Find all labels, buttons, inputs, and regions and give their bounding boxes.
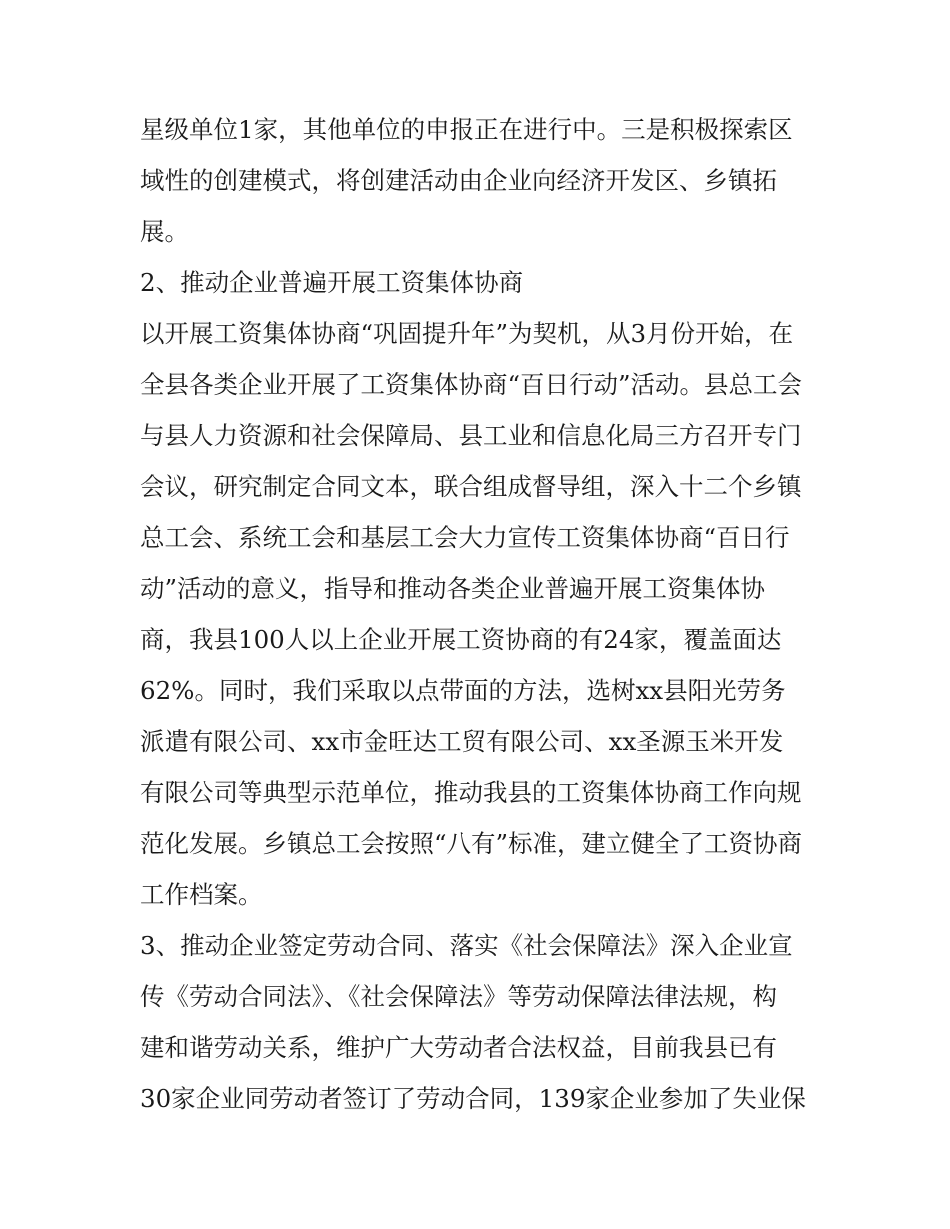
text-line: 域性的创建模式，将创建活动由企业向经济开发区、乡镇拓 — [140, 166, 777, 195]
text-line: 全县各类企业开展了工资集体协商“百日行动”活动。县总工会 — [140, 370, 803, 399]
section-heading: 2、推动企业普遍开展工资集体协商 — [140, 268, 524, 297]
text-line: 展。 — [140, 217, 189, 246]
text-line: 工作档案。 — [140, 880, 263, 909]
text-line: 建和谐劳动关系，维护广大劳动者合法权益，目前我县已有 — [140, 1033, 777, 1062]
text-line: 范化发展。乡镇总工会按照“八有”标准，建立健全了工资协商 — [140, 829, 803, 858]
text-line: 总工会、系统工会和基层工会大力宣传工资集体协商“百日行 — [140, 523, 790, 552]
text-line: 会议，研究制定合同文本，联合组成督导组，深入十二个乡镇 — [140, 472, 802, 501]
section-heading: 3、推动企业签定劳动合同、落实《社会保障法》深入企业宣 — [140, 931, 793, 960]
text-line: 以开展工资集体协商“巩固提升年”为契机，从3月份开始，在 — [140, 319, 794, 348]
text-line: 30家企业同劳动者签订了劳动合同，139家企业参加了失业保 — [140, 1084, 806, 1113]
text-line: 派遣有限公司、xx市金旺达工贸有限公司、xx圣源玉米开发 — [140, 727, 784, 756]
text-line: 传《劳动合同法》、《社会保障法》等劳动保障法律法规，构 — [140, 982, 777, 1011]
text-line: 星级单位1家，其他单位的申报正在进行中。三是积极探索区 — [140, 115, 793, 144]
text-line: 与县人力资源和社会保障局、县工业和信息化局三方召开专门 — [140, 421, 802, 450]
text-line: 62%。同时，我们采取以点带面的方法，选树xx县阳光劳务 — [140, 676, 786, 705]
text-line: 动”活动的意义，指导和推动各类企业普遍开展工资集体协 — [140, 574, 766, 603]
text-line: 有限公司等典型示范单位，推动我县的工资集体协商工作向规 — [140, 778, 802, 807]
text-line: 商，我县100人以上企业开展工资协商的有24家，覆盖面达 — [140, 625, 782, 654]
